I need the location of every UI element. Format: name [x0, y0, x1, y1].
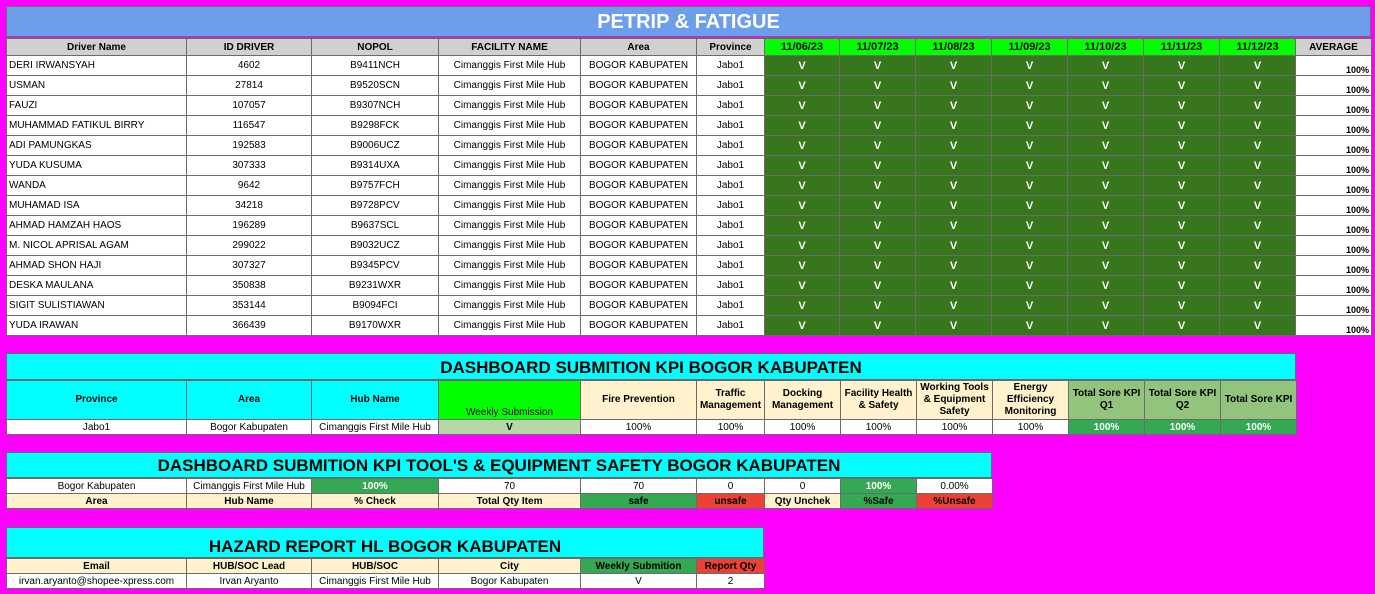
driver-name-cell: AHMAD SHON HAJI — [7, 256, 187, 276]
check-cell: V — [1220, 116, 1296, 136]
kpi-cell: 100% — [841, 420, 917, 435]
facility-cell: Cimanggis First Mile Hub — [439, 256, 581, 276]
driver-id-cell: 192583 — [187, 136, 312, 156]
check-cell: V — [916, 76, 992, 96]
check-cell: V — [992, 256, 1068, 276]
check-cell: V — [840, 236, 916, 256]
nopol-cell: B9231WXR — [312, 276, 439, 296]
check-cell: V — [1220, 56, 1296, 76]
check-cell: V — [992, 56, 1068, 76]
check-cell: V — [916, 116, 992, 136]
facility-cell: Cimanggis First Mile Hub — [439, 176, 581, 196]
average-cell: 100% — [1296, 276, 1372, 296]
check-cell: V — [765, 96, 840, 116]
kpi-cell: 100% — [697, 420, 765, 435]
nopol-cell: B9728PCV — [312, 196, 439, 216]
driver-name-cell: DERI IRWANSYAH — [7, 56, 187, 76]
average-cell: 100% — [1296, 76, 1372, 96]
average-cell: 100% — [1296, 136, 1372, 156]
check-cell: V — [765, 276, 840, 296]
tools-value-cell: Bogor Kabupaten — [7, 479, 187, 494]
kpi-column-header: Energy Efficiency Monitoring — [993, 381, 1069, 420]
hazard-table-header — [7, 559, 765, 574]
nopol-cell: B9006UCZ — [312, 136, 439, 156]
driver-name-cell: MUHAMAD ISA — [7, 196, 187, 216]
kpi-table — [6, 380, 1297, 435]
check-cell: V — [765, 116, 840, 136]
average-cell: 100% — [1296, 236, 1372, 256]
date-column-header: 11/07/23 — [840, 39, 916, 56]
province-cell: Jabo1 — [697, 216, 765, 236]
check-cell: V — [1068, 296, 1144, 316]
facility-cell: Cimanggis First Mile Hub — [439, 276, 581, 296]
check-cell: V — [1068, 176, 1144, 196]
driver-name-cell: FAUZI — [7, 96, 187, 116]
nopol-cell: B9637SCL — [312, 216, 439, 236]
check-cell: V — [765, 196, 840, 216]
tools-column-header: safe — [581, 494, 697, 509]
area-cell: BOGOR KABUPATEN — [581, 316, 697, 336]
check-cell: V — [840, 136, 916, 156]
check-cell: V — [992, 76, 1068, 96]
check-cell: V — [1068, 116, 1144, 136]
average-cell: 100% — [1296, 316, 1372, 336]
hazard-column-header: City — [439, 559, 581, 574]
check-cell: V — [992, 176, 1068, 196]
kpi-cell: V — [439, 420, 581, 435]
check-cell: V — [916, 316, 992, 336]
check-cell: V — [992, 156, 1068, 176]
check-cell: V — [765, 156, 840, 176]
check-cell: V — [1068, 136, 1144, 156]
date-column-header: 11/09/23 — [992, 39, 1068, 56]
check-cell: V — [916, 136, 992, 156]
check-cell: V — [1220, 76, 1296, 96]
tools-column-header: % Check — [312, 494, 439, 509]
table-row — [7, 96, 1372, 116]
check-cell: V — [1068, 96, 1144, 116]
column-header: FACILITY NAME — [439, 39, 581, 56]
check-cell: V — [765, 316, 840, 336]
check-cell: V — [1144, 196, 1220, 216]
kpi-cell: Bogor Kabupaten — [187, 420, 312, 435]
check-cell: V — [1068, 276, 1144, 296]
driver-id-cell: 299022 — [187, 236, 312, 256]
driver-name-cell: MUHAMMAD FATIKUL BIRRY — [7, 116, 187, 136]
facility-cell: Cimanggis First Mile Hub — [439, 136, 581, 156]
check-cell: V — [765, 136, 840, 156]
check-cell: V — [1220, 296, 1296, 316]
area-cell: BOGOR KABUPATEN — [581, 116, 697, 136]
check-cell: V — [840, 316, 916, 336]
tools-column-header: %Unsafe — [917, 494, 993, 509]
nopol-cell: B9298FCK — [312, 116, 439, 136]
column-header: Driver Name — [7, 39, 187, 56]
check-cell: V — [992, 96, 1068, 116]
check-cell: V — [840, 76, 916, 96]
table-row — [7, 196, 1372, 216]
nopol-cell: B9314UXA — [312, 156, 439, 176]
hazard-cell: Bogor Kabupaten — [439, 574, 581, 589]
table-row — [7, 116, 1372, 136]
check-cell: V — [840, 156, 916, 176]
tools-column-header: unsafe — [697, 494, 765, 509]
average-cell: 100% — [1296, 116, 1372, 136]
check-cell: V — [992, 296, 1068, 316]
column-header: ID DRIVER — [187, 39, 312, 56]
tools-value-cell: 70 — [581, 479, 697, 494]
check-cell: V — [840, 96, 916, 116]
kpi-cell: 100% — [1145, 420, 1221, 435]
check-cell: V — [1144, 116, 1220, 136]
driver-name-cell: USMAN — [7, 76, 187, 96]
check-cell: V — [765, 176, 840, 196]
hazard-column-header: HUB/SOC Lead — [187, 559, 312, 574]
kpi-column-header: Total Sore KPI Q2 — [1145, 381, 1221, 420]
province-cell: Jabo1 — [697, 236, 765, 256]
table-row — [7, 76, 1372, 96]
date-column-header: 11/11/23 — [1144, 39, 1220, 56]
province-cell: Jabo1 — [697, 176, 765, 196]
average-cell: 100% — [1296, 196, 1372, 216]
hazard-cell: Irvan Aryanto — [187, 574, 312, 589]
table-row — [7, 256, 1372, 276]
check-cell: V — [1068, 76, 1144, 96]
driver-id-cell: 27814 — [187, 76, 312, 96]
driver-table-header — [7, 39, 1372, 56]
facility-cell: Cimanggis First Mile Hub — [439, 76, 581, 96]
kpi-column-header: Province — [7, 381, 187, 420]
facility-cell: Cimanggis First Mile Hub — [439, 236, 581, 256]
area-cell: BOGOR KABUPATEN — [581, 296, 697, 316]
check-cell: V — [840, 116, 916, 136]
facility-cell: Cimanggis First Mile Hub — [439, 216, 581, 236]
hazard-column-header: Weekly Submition — [581, 559, 697, 574]
kpi-cell: 100% — [917, 420, 993, 435]
check-cell: V — [840, 296, 916, 316]
facility-cell: Cimanggis First Mile Hub — [439, 116, 581, 136]
check-cell: V — [840, 56, 916, 76]
table-row — [7, 176, 1372, 196]
driver-name-cell: SIGIT SULISTIAWAN — [7, 296, 187, 316]
province-cell: Jabo1 — [697, 76, 765, 96]
kpi-dashboard-title: DASHBOARD SUBMITION KPI BOGOR KABUPATEN — [6, 353, 1296, 380]
kpi-column-header: Hub Name — [312, 381, 439, 420]
driver-id-cell: 307333 — [187, 156, 312, 176]
check-cell: V — [840, 216, 916, 236]
check-cell: V — [1220, 96, 1296, 116]
column-header: Province — [697, 39, 765, 56]
province-cell: Jabo1 — [697, 116, 765, 136]
facility-cell: Cimanggis First Mile Hub — [439, 56, 581, 76]
table-row — [7, 216, 1372, 236]
driver-id-cell: 196289 — [187, 216, 312, 236]
area-cell: BOGOR KABUPATEN — [581, 216, 697, 236]
tools-column-header: %Safe — [841, 494, 917, 509]
check-cell: V — [916, 176, 992, 196]
area-cell: BOGOR KABUPATEN — [581, 236, 697, 256]
average-cell: 100% — [1296, 96, 1372, 116]
driver-name-cell: ADI PAMUNGKAS — [7, 136, 187, 156]
province-cell: Jabo1 — [697, 256, 765, 276]
nopol-cell: B9170WXR — [312, 316, 439, 336]
check-cell: V — [992, 316, 1068, 336]
date-column-header: 11/10/23 — [1068, 39, 1144, 56]
check-cell: V — [840, 176, 916, 196]
tools-column-header: Total Qty Item — [439, 494, 581, 509]
facility-cell: Cimanggis First Mile Hub — [439, 96, 581, 116]
area-cell: BOGOR KABUPATEN — [581, 136, 697, 156]
nopol-cell: B9307NCH — [312, 96, 439, 116]
tools-dashboard-title: DASHBOARD SUBMITION KPI TOOL'S & EQUIPMENT SAFETY BOGOR KABUPATEN — [6, 452, 992, 478]
check-cell: V — [1220, 316, 1296, 336]
check-cell: V — [1144, 276, 1220, 296]
kpi-column-header: Facility Health & Safety — [841, 381, 917, 420]
average-cell: 100% — [1296, 256, 1372, 276]
tools-value-cell: 0 — [697, 479, 765, 494]
facility-cell: Cimanggis First Mile Hub — [439, 156, 581, 176]
area-cell: BOGOR KABUPATEN — [581, 176, 697, 196]
kpi-column-header: Working Tools & Equipment Safety — [917, 381, 993, 420]
check-cell: V — [765, 56, 840, 76]
driver-id-cell: 107057 — [187, 96, 312, 116]
province-cell: Jabo1 — [697, 316, 765, 336]
hazard-column-header: Email — [7, 559, 187, 574]
date-column-header: 11/12/23 — [1220, 39, 1296, 56]
check-cell: V — [1220, 156, 1296, 176]
driver-id-cell: 4602 — [187, 56, 312, 76]
check-cell: V — [1068, 316, 1144, 336]
driver-name-cell: YUDA IRAWAN — [7, 316, 187, 336]
nopol-cell: B9411NCH — [312, 56, 439, 76]
average-column-header: AVERAGE — [1296, 39, 1372, 56]
facility-cell: Cimanggis First Mile Hub — [439, 296, 581, 316]
province-cell: Jabo1 — [697, 276, 765, 296]
driver-table — [6, 38, 1372, 336]
check-cell: V — [916, 236, 992, 256]
kpi-column-header: Total Sore KPI — [1221, 381, 1297, 420]
driver-name-cell: YUDA KUSUMA — [7, 156, 187, 176]
hazard-table-row — [7, 574, 765, 589]
area-cell: BOGOR KABUPATEN — [581, 156, 697, 176]
tools-value-cell: 100% — [312, 479, 439, 494]
check-cell: V — [1144, 156, 1220, 176]
kpi-cell: Jabo1 — [7, 420, 187, 435]
table-row — [7, 156, 1372, 176]
tools-value-cell: 0 — [765, 479, 841, 494]
driver-id-cell: 9642 — [187, 176, 312, 196]
driver-id-cell: 307327 — [187, 256, 312, 276]
hazard-cell: irvan.aryanto@shopee-xpress.com — [7, 574, 187, 589]
tools-table-header — [7, 494, 993, 509]
kpi-column-header: Fire Prevention — [581, 381, 697, 420]
average-cell: 100% — [1296, 176, 1372, 196]
tools-value-cell: 0.00% — [917, 479, 993, 494]
check-cell: V — [1144, 296, 1220, 316]
nopol-cell: B9757FCH — [312, 176, 439, 196]
driver-id-cell: 116547 — [187, 116, 312, 136]
column-header: Area — [581, 39, 697, 56]
check-cell: V — [1144, 56, 1220, 76]
driver-id-cell: 353144 — [187, 296, 312, 316]
driver-id-cell: 34218 — [187, 196, 312, 216]
tools-values-row — [7, 479, 993, 494]
check-cell: V — [992, 136, 1068, 156]
check-cell: V — [916, 256, 992, 276]
check-cell: V — [1068, 236, 1144, 256]
check-cell: V — [1144, 216, 1220, 236]
driver-id-cell: 350838 — [187, 276, 312, 296]
check-cell: V — [916, 216, 992, 236]
table-row — [7, 316, 1372, 336]
kpi-cell: 100% — [765, 420, 841, 435]
check-cell: V — [916, 96, 992, 116]
kpi-cell: 100% — [581, 420, 697, 435]
tools-column-header: Area — [7, 494, 187, 509]
kpi-cell: Cimanggis First Mile Hub — [312, 420, 439, 435]
check-cell: V — [1144, 176, 1220, 196]
kpi-cell: 100% — [993, 420, 1069, 435]
tools-table — [6, 478, 993, 509]
check-cell: V — [765, 216, 840, 236]
check-cell: V — [1220, 136, 1296, 156]
hazard-column-header: HUB/SOC — [312, 559, 439, 574]
check-cell: V — [1220, 196, 1296, 216]
check-cell: V — [992, 116, 1068, 136]
check-cell: V — [1220, 256, 1296, 276]
driver-name-cell: WANDA — [7, 176, 187, 196]
kpi-column-header: Traffic Management — [697, 381, 765, 420]
tools-column-header: Hub Name — [187, 494, 312, 509]
province-cell: Jabo1 — [697, 136, 765, 156]
province-cell: Jabo1 — [697, 196, 765, 216]
kpi-column-header: Area — [187, 381, 312, 420]
check-cell: V — [840, 256, 916, 276]
check-cell: V — [992, 276, 1068, 296]
check-cell: V — [916, 296, 992, 316]
kpi-column-header: Docking Management — [765, 381, 841, 420]
hazard-cell: 2 — [697, 574, 765, 589]
check-cell: V — [992, 236, 1068, 256]
check-cell: V — [1144, 236, 1220, 256]
check-cell: V — [1068, 196, 1144, 216]
check-cell: V — [1144, 316, 1220, 336]
kpi-column-header: Weekly Submission — [439, 381, 581, 420]
kpi-cell: 100% — [1069, 420, 1145, 435]
table-row — [7, 56, 1372, 76]
check-cell: V — [840, 196, 916, 216]
column-header: NOPOL — [312, 39, 439, 56]
hazard-cell: V — [581, 574, 697, 589]
tools-column-header: Qty Unchek — [765, 494, 841, 509]
nopol-cell: B9032UCZ — [312, 236, 439, 256]
province-cell: Jabo1 — [697, 56, 765, 76]
driver-name-cell: DESKA MAULANA — [7, 276, 187, 296]
hazard-table — [6, 558, 765, 589]
facility-cell: Cimanggis First Mile Hub — [439, 316, 581, 336]
check-cell: V — [916, 156, 992, 176]
table-row — [7, 296, 1372, 316]
page-title: PETRIP & FATIGUE — [6, 6, 1371, 37]
check-cell: V — [1220, 276, 1296, 296]
check-cell: V — [916, 196, 992, 216]
kpi-cell: 100% — [1221, 420, 1297, 435]
date-column-header: 11/08/23 — [916, 39, 992, 56]
average-cell: 100% — [1296, 216, 1372, 236]
province-cell: Jabo1 — [697, 156, 765, 176]
check-cell: V — [916, 56, 992, 76]
area-cell: BOGOR KABUPATEN — [581, 276, 697, 296]
average-cell: 100% — [1296, 156, 1372, 176]
area-cell: BOGOR KABUPATEN — [581, 256, 697, 276]
table-row — [7, 136, 1372, 156]
driver-name-cell: M. NICOL APRISAL AGAM — [7, 236, 187, 256]
check-cell: V — [1220, 216, 1296, 236]
kpi-column-header: Total Sore KPI Q1 — [1069, 381, 1145, 420]
table-row — [7, 236, 1372, 256]
hazard-cell: Cimanggis First Mile Hub — [312, 574, 439, 589]
average-cell: 100% — [1296, 56, 1372, 76]
check-cell: V — [765, 236, 840, 256]
hazard-report-title: HAZARD REPORT HL BOGOR KABUPATEN — [6, 527, 764, 558]
driver-id-cell: 366439 — [187, 316, 312, 336]
nopol-cell: B9520SCN — [312, 76, 439, 96]
driver-name-cell: AHMAD HAMZAH HAOS — [7, 216, 187, 236]
check-cell: V — [765, 76, 840, 96]
kpi-table-header — [7, 381, 1297, 420]
check-cell: V — [765, 256, 840, 276]
check-cell: V — [1144, 256, 1220, 276]
nopol-cell: B9345PCV — [312, 256, 439, 276]
area-cell: BOGOR KABUPATEN — [581, 56, 697, 76]
check-cell: V — [1220, 176, 1296, 196]
check-cell: V — [1068, 156, 1144, 176]
date-column-header: 11/06/23 — [765, 39, 840, 56]
check-cell: V — [1144, 96, 1220, 116]
check-cell: V — [1144, 136, 1220, 156]
check-cell: V — [992, 216, 1068, 236]
check-cell: V — [1068, 216, 1144, 236]
check-cell: V — [992, 196, 1068, 216]
check-cell: V — [1068, 56, 1144, 76]
area-cell: BOGOR KABUPATEN — [581, 96, 697, 116]
province-cell: Jabo1 — [697, 96, 765, 116]
area-cell: BOGOR KABUPATEN — [581, 196, 697, 216]
check-cell: V — [765, 296, 840, 316]
hazard-column-header: Report Qty — [697, 559, 765, 574]
kpi-table-row — [7, 420, 1297, 435]
check-cell: V — [916, 276, 992, 296]
tools-value-cell: 100% — [841, 479, 917, 494]
tools-value-cell: 70 — [439, 479, 581, 494]
check-cell: V — [840, 276, 916, 296]
area-cell: BOGOR KABUPATEN — [581, 76, 697, 96]
nopol-cell: B9094FCI — [312, 296, 439, 316]
tools-value-cell: Cimanggis First Mile Hub — [187, 479, 312, 494]
check-cell: V — [1068, 256, 1144, 276]
province-cell: Jabo1 — [697, 296, 765, 316]
facility-cell: Cimanggis First Mile Hub — [439, 196, 581, 216]
average-cell: 100% — [1296, 296, 1372, 316]
check-cell: V — [1220, 236, 1296, 256]
check-cell: V — [1144, 76, 1220, 96]
table-row — [7, 276, 1372, 296]
